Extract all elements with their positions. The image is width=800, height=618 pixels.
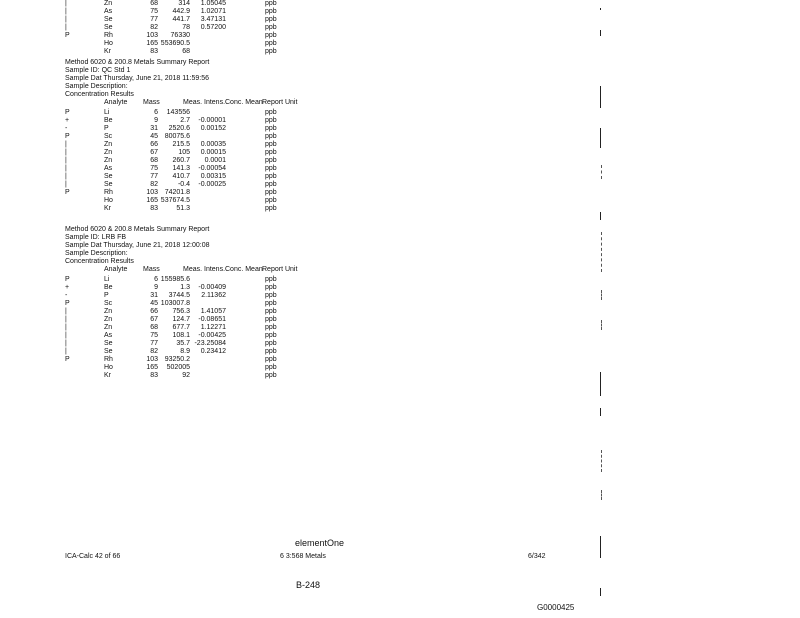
conc-mean-cell: -0.00425 (198, 332, 226, 339)
conc-mean-cell: 0.23412 (200, 348, 226, 355)
row-marker: | (65, 157, 67, 164)
meas-intens-cell: 2.7 (180, 117, 190, 124)
row-marker: | (65, 316, 67, 323)
row-marker: - (65, 292, 68, 299)
mass-cell: 67 (150, 149, 158, 156)
row-marker: + (65, 117, 70, 124)
meas-intens-cell: 537674.5 (160, 197, 190, 204)
analyte-cell: Se (104, 24, 113, 31)
report-unit-cell: ppb (265, 356, 277, 363)
row-marker: P (65, 133, 70, 140)
meas-intens-cell: 3744.5 (168, 292, 190, 299)
footer-left-label: ICA-Calc 42 of 66 (65, 553, 121, 560)
meas-intens-cell: 2520.6 (168, 125, 190, 132)
mass-cell: 68 (150, 324, 158, 331)
mass-cell: 31 (150, 125, 158, 132)
analyte-cell: Zn (104, 141, 113, 148)
report-unit-cell: ppb (265, 173, 277, 180)
analyte-cell: Se (104, 348, 113, 355)
scan-edge-mark (600, 212, 601, 220)
mass-cell: 103 (146, 32, 158, 39)
mass-cell: 45 (150, 300, 158, 307)
row-marker: P (65, 189, 70, 196)
row-marker: | (65, 340, 67, 347)
row-marker: P (65, 356, 70, 363)
report-unit-cell: ppb (265, 205, 277, 212)
report-unit-cell: ppb (265, 149, 277, 156)
mass-cell: 75 (150, 165, 158, 172)
brand-name: elementOne (295, 538, 345, 548)
meas-intens-cell: 141.3 (172, 165, 190, 172)
row-marker: | (65, 332, 67, 339)
scan-edge-mark (600, 8, 601, 10)
scan-edge-mark (601, 232, 602, 272)
mass-cell: 68 (150, 157, 158, 164)
meas-intens-cell: 108.1 (172, 332, 190, 339)
scan-edge-mark (601, 165, 602, 179)
conc-mean-cell: 0.00315 (200, 173, 226, 180)
analyte-cell: Zn (104, 308, 113, 315)
report-unit-cell: ppb (265, 308, 277, 315)
report-unit-cell: ppb (265, 372, 277, 379)
report-unit-cell: ppb (265, 332, 277, 339)
document-id: G0000425 (537, 603, 575, 612)
analyte-cell: Li (104, 109, 110, 116)
analyte-cell: Se (104, 173, 113, 180)
col-analyte-2: Analyte (104, 266, 128, 273)
scan-edge-mark (600, 536, 601, 558)
report-unit-cell: ppb (265, 125, 277, 132)
report-unit-cell: ppb (265, 133, 277, 140)
row-marker: | (65, 24, 67, 31)
analyte-cell: As (104, 332, 113, 339)
meas-intens-cell: 677.7 (172, 324, 190, 331)
conc-mean-cell: 0.00152 (200, 125, 226, 132)
conc-mean-cell: -0.00025 (198, 181, 226, 188)
report-unit-cell: ppb (265, 141, 277, 148)
footer-center-label: 6 3:568 Metals (280, 553, 326, 560)
report-unit-cell: ppb (265, 8, 277, 15)
sample-date-2: Sample Dat Thursday, June 21, 2018 12:00:08 (65, 242, 210, 249)
mass-cell: 165 (146, 364, 158, 371)
meas-intens-cell: 442.9 (172, 8, 190, 15)
scan-edge-mark (601, 320, 602, 330)
col-mass-1: Mass (143, 99, 160, 106)
report-unit-cell: ppb (265, 284, 277, 291)
report-unit-cell: ppb (265, 324, 277, 331)
row-marker: - (65, 125, 68, 132)
col-analyte-1: Analyte (104, 99, 128, 106)
conc-mean-cell: -23.25084 (194, 340, 226, 347)
conc-mean-cell: 0.00015 (200, 149, 226, 156)
sample-date-1: Sample Dat Thursday, June 21, 2018 11:59:56 (65, 75, 209, 82)
sample-id-2: Sample ID: LRB FB (65, 234, 127, 241)
footer-right-label: 6/342 (528, 553, 546, 560)
col-mass-2: Mass (143, 266, 160, 273)
conc-mean-cell: 1.05045 (200, 0, 226, 7)
report-unit-cell: ppb (265, 32, 277, 39)
mass-cell: 165 (146, 40, 158, 47)
report-unit-cell: ppb (265, 117, 277, 124)
scan-edge-mark (600, 408, 601, 416)
meas-intens-cell: 124.7 (172, 316, 190, 323)
row-marker: | (65, 324, 67, 331)
meas-intens-cell: 215.5 (172, 141, 190, 148)
analyte-cell: Be (104, 284, 113, 291)
analyte-cell: Rh (104, 189, 113, 196)
mass-cell: 82 (150, 181, 158, 188)
mass-cell: 6 (154, 276, 158, 283)
report-unit-cell: ppb (265, 48, 277, 55)
conc-mean-cell: -0.08651 (198, 316, 226, 323)
analyte-cell: Zn (104, 149, 113, 156)
scan-edge-mark (600, 588, 601, 596)
mass-cell: 82 (150, 24, 158, 31)
row-marker: | (65, 173, 67, 180)
meas-intens-cell: 74201.8 (164, 189, 190, 196)
mass-cell: 66 (150, 308, 158, 315)
scan-edge-mark (600, 86, 601, 108)
row-marker: | (65, 348, 67, 355)
conc-mean-cell: 1.02071 (200, 8, 226, 15)
conc-mean-cell: -0.00054 (198, 165, 226, 172)
scan-edge-mark (601, 490, 602, 500)
analyte-cell: P (104, 125, 109, 132)
scan-edge-mark (600, 30, 601, 36)
method-title-2: Method 6020 & 200.8 Metals Summary Report (65, 226, 210, 233)
mass-cell: 75 (150, 8, 158, 15)
row-marker: | (65, 8, 67, 15)
page-label: B-248 (296, 580, 321, 590)
analyte-cell: As (104, 8, 113, 15)
scan-edge-mark (600, 128, 601, 148)
row-marker: + (65, 284, 70, 291)
report-unit-cell: ppb (265, 40, 277, 47)
analyte-cell: P (104, 292, 109, 299)
row-marker: | (65, 0, 67, 7)
meas-intens-cell: 51.3 (176, 205, 190, 212)
row-marker: | (65, 181, 67, 188)
report-unit-cell: ppb (265, 181, 277, 188)
conc-mean-cell: 0.57200 (200, 24, 226, 31)
report-unit-cell: ppb (265, 24, 277, 31)
conc-mean-cell: 2.11362 (201, 292, 226, 299)
analyte-cell: Se (104, 16, 113, 23)
analyte-cell: Rh (104, 32, 113, 39)
report-unit-cell: ppb (265, 189, 277, 196)
report-unit-cell: ppb (265, 197, 277, 204)
row-marker: P (65, 300, 70, 307)
meas-intens-cell: 314 (178, 0, 190, 7)
meas-intens-cell: 92 (182, 372, 190, 379)
meas-intens-cell: 78 (182, 24, 190, 31)
col-conc-1: Conc. Mean (225, 99, 263, 106)
analyte-cell: Ho (104, 40, 113, 47)
mass-cell: 165 (146, 197, 158, 204)
conc-mean-cell: 1.41057 (200, 308, 226, 315)
scan-edge-mark (601, 290, 602, 300)
row-marker: | (65, 149, 67, 156)
report-unit-cell: ppb (265, 165, 277, 172)
meas-intens-cell: 80075.6 (164, 133, 190, 140)
report-unit-cell: ppb (265, 292, 277, 299)
report-unit-cell: ppb (265, 364, 277, 371)
report-unit-cell: ppb (265, 300, 277, 307)
conc-mean-cell: 0.0001 (204, 157, 226, 164)
analyte-cell: Kr (104, 205, 111, 212)
mass-cell: 67 (150, 316, 158, 323)
conc-mean-cell: -0.00001 (198, 117, 226, 124)
row-marker: P (65, 109, 70, 116)
mass-cell: 45 (150, 133, 158, 140)
meas-intens-cell: 155985.6 (160, 276, 190, 283)
row-marker: | (65, 16, 67, 23)
mass-cell: 103 (146, 356, 158, 363)
conc-mean-cell: 1.12271 (200, 324, 226, 331)
mass-cell: 82 (150, 348, 158, 355)
scan-edge-mark (601, 450, 602, 472)
col-unit-1: Report Unit (262, 99, 298, 106)
scan-edge-mark (600, 372, 601, 396)
analyte-cell: Zn (104, 157, 113, 164)
meas-intens-cell: 105 (178, 149, 190, 156)
mass-cell: 83 (150, 48, 158, 55)
meas-intens-cell: 8.9 (180, 348, 190, 355)
mass-cell: 9 (154, 117, 158, 124)
analyte-cell: Ho (104, 197, 113, 204)
row-marker: | (65, 165, 67, 172)
meas-intens-cell: 68 (182, 48, 190, 55)
analyte-cell: Rh (104, 356, 113, 363)
conc-mean-cell: -0.00409 (198, 284, 226, 291)
conc-mean-cell: 3.47131 (200, 16, 226, 23)
conc-results-label-2: Concentration Results (65, 258, 134, 265)
conc-mean-cell: 0.00035 (200, 141, 226, 148)
analyte-cell: Se (104, 181, 113, 188)
analyte-cell: Sc (104, 133, 113, 140)
meas-intens-cell: 1.3 (180, 284, 190, 291)
analyte-cell: Sc (104, 300, 113, 307)
meas-intens-cell: 76330 (170, 32, 190, 39)
meas-intens-cell: -0.4 (177, 181, 190, 188)
report-unit-cell: ppb (265, 109, 277, 116)
mass-cell: 9 (154, 284, 158, 291)
row-marker: P (65, 32, 70, 39)
analyte-cell: Kr (104, 48, 111, 55)
mass-cell: 6 (154, 109, 158, 116)
col-meas-1: Meas. Intens. (183, 99, 226, 106)
mass-cell: 83 (150, 372, 158, 379)
mass-cell: 103 (146, 189, 158, 196)
sample-description-2: Sample Description: (65, 250, 128, 257)
report-unit-cell: ppb (265, 348, 277, 355)
analyte-cell: Zn (104, 324, 113, 331)
meas-intens-cell: 143556 (166, 109, 190, 116)
analyte-cell: Zn (104, 0, 113, 7)
mass-cell: 83 (150, 205, 158, 212)
meas-intens-cell: 103007.8 (160, 300, 190, 307)
analyte-cell: Be (104, 117, 113, 124)
sample-id-1: Sample ID: QC Std 1 (65, 67, 131, 74)
meas-intens-cell: 502005 (166, 364, 190, 371)
mass-cell: 75 (150, 332, 158, 339)
analyte-cell: Ho (104, 364, 113, 371)
method-title-1: Method 6020 & 200.8 Metals Summary Report (65, 59, 210, 66)
report-unit-cell: ppb (265, 16, 277, 23)
mass-cell: 31 (150, 292, 158, 299)
meas-intens-cell: 93250.2 (164, 356, 190, 363)
conc-results-label-1: Concentration Results (65, 91, 134, 98)
mass-cell: 68 (150, 0, 158, 7)
report-unit-cell: ppb (265, 340, 277, 347)
mass-cell: 77 (150, 16, 158, 23)
meas-intens-cell: 756.3 (172, 308, 190, 315)
mass-cell: 77 (150, 340, 158, 347)
meas-intens-cell: 553690.5 (160, 40, 190, 47)
row-marker: P (65, 276, 70, 283)
meas-intens-cell: 35.7 (176, 340, 190, 347)
col-conc-2: Conc. Mean (225, 266, 263, 273)
analyte-cell: Kr (104, 372, 111, 379)
sample-description-1: Sample Description: (65, 83, 128, 90)
analyte-cell: As (104, 165, 113, 172)
meas-intens-cell: 410.7 (172, 173, 190, 180)
report-unit-cell: ppb (265, 316, 277, 323)
meas-intens-cell: 260.7 (172, 157, 190, 164)
meas-intens-cell: 441.7 (172, 16, 190, 23)
col-unit-2: Report Unit (262, 266, 298, 273)
col-meas-2: Meas. Intens. (183, 266, 226, 273)
analyte-cell: Zn (104, 316, 113, 323)
analyte-cell: Li (104, 276, 110, 283)
row-marker: | (65, 308, 67, 315)
analyte-cell: Se (104, 340, 113, 347)
report-unit-cell: ppb (265, 157, 277, 164)
row-marker: | (65, 141, 67, 148)
mass-cell: 66 (150, 141, 158, 148)
report-unit-cell: ppb (265, 276, 277, 283)
mass-cell: 77 (150, 173, 158, 180)
report-unit-cell: ppb (265, 0, 277, 7)
